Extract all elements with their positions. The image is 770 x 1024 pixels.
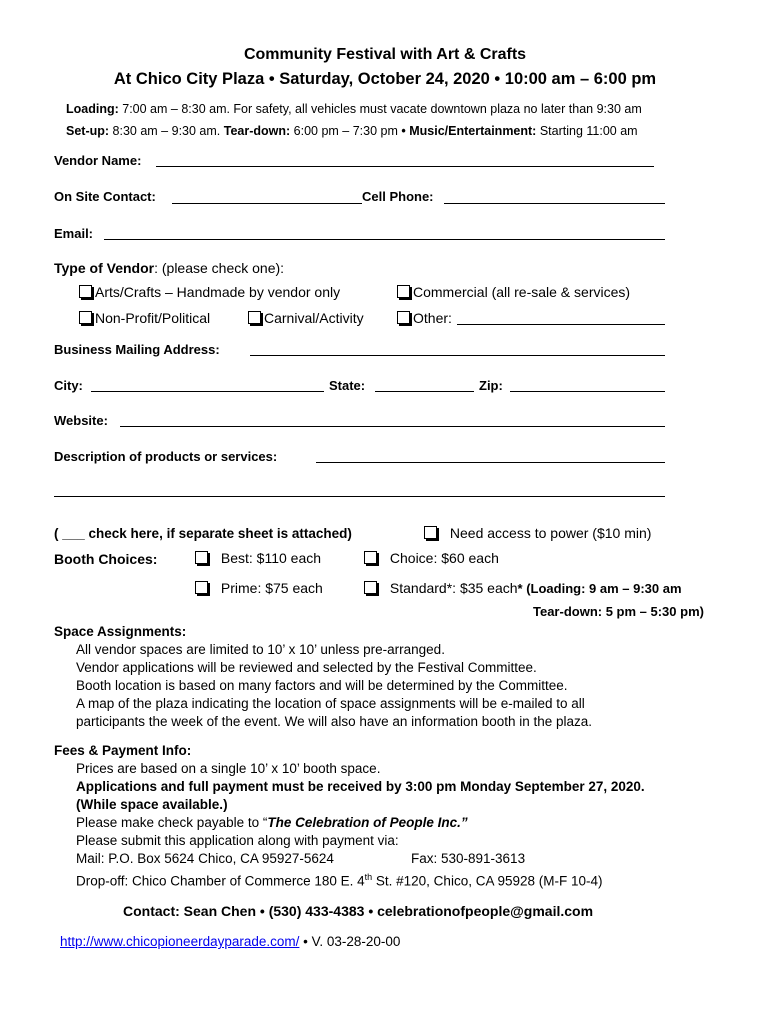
- fees-line1: Prices are based on a single 10’ x 10’ booth space.: [76, 761, 381, 776]
- vendor-type-other-field[interactable]: [457, 324, 665, 325]
- zip-label: Zip:: [479, 378, 503, 393]
- booth-standard-label: Standard*: $35 each: [389, 580, 518, 596]
- teardown-text: 6:00 pm – 7:30 pm: [293, 124, 398, 138]
- zip-field[interactable]: [510, 391, 665, 392]
- checkbox-icon[interactable]: [79, 285, 92, 298]
- loading-text: 7:00 am – 8:30 am. For safety, all vehicles must vacate downtown plaza no later than 9:30 am: [122, 102, 642, 116]
- fees-mail: Mail: P.O. Box 5624 Chico, CA 95927-5624: [76, 851, 334, 866]
- description-field[interactable]: [316, 462, 665, 463]
- fees-heading: Fees & Payment Info:: [54, 743, 192, 758]
- checkbox-icon[interactable]: [79, 311, 92, 324]
- music-text: Starting 11:00 am: [539, 124, 638, 138]
- checkbox-icon[interactable]: [364, 551, 377, 564]
- vendor-name-label: Vendor Name:: [54, 153, 142, 168]
- footer-line: [60, 934, 400, 949]
- setup-line: [66, 124, 638, 138]
- vendor-type-commercial-label: Commercial (all re-sale & services): [413, 284, 631, 300]
- music-label: Music/Entertainment:: [409, 124, 537, 138]
- booth-prime-label: Prime: $75 each: [220, 580, 323, 596]
- checkbox-icon[interactable]: [195, 581, 208, 594]
- space-line: Vendor applications will be reviewed and selected by the Festival Committee.: [76, 660, 537, 675]
- booth-prime[interactable]: [195, 580, 323, 596]
- booth-choice[interactable]: [364, 550, 499, 566]
- fees-submit: Please submit this application along with payment via:: [76, 833, 399, 848]
- fees-payable-name: The Celebration of People Inc.”: [267, 815, 468, 830]
- space-line: A map of the plaza indicating the location of space assignments will be e-mailed to all: [76, 696, 585, 711]
- fees-dropoff: [76, 868, 603, 891]
- vendor-type-other[interactable]: [397, 310, 452, 326]
- website-link[interactable]: http://www.chicopioneerdayparade.com/: [60, 934, 300, 949]
- separate-sheet-note: ( ___ check here, if separate sheet is attached): [54, 526, 352, 541]
- vendor-type-label: Type of Vendor: [54, 260, 155, 276]
- space-line: participants the week of the event. We will also have an information booth in the plaza.: [76, 714, 593, 729]
- fees-deadline: Applications and full payment must be received by 3:00 pm Monday September 27, 2020.: [76, 779, 645, 794]
- checkbox-icon[interactable]: [364, 581, 377, 594]
- fees-availability: (While space available.): [76, 797, 228, 812]
- setup-text: 8:30 am – 9:30 am.: [112, 124, 221, 138]
- email-field[interactable]: [104, 239, 665, 240]
- bullet: •: [401, 124, 406, 138]
- description-label: Description of products or services:: [54, 449, 278, 464]
- booth-choice-label: Choice: $60 each: [389, 550, 499, 566]
- space-line: Booth location is based on many factors and will be determined by the Committee.: [76, 678, 568, 693]
- checkbox-icon[interactable]: [397, 311, 410, 324]
- checkbox-icon[interactable]: [248, 311, 261, 324]
- state-label: State:: [329, 378, 366, 393]
- space-line: All vendor spaces are limited to 10’ x 10’ unless pre-arranged.: [76, 642, 445, 657]
- checkbox-icon[interactable]: [397, 285, 410, 298]
- booth-choices-label: Booth Choices:: [54, 551, 158, 567]
- vendor-type-heading: [54, 260, 284, 276]
- booth-standard[interactable]: [364, 580, 682, 596]
- onsite-contact-field[interactable]: [172, 203, 362, 204]
- onsite-contact-label: On Site Contact:: [54, 189, 156, 204]
- mailing-address-field[interactable]: [250, 355, 665, 356]
- fees-payable-prefix: Please make check payable to “: [76, 815, 268, 830]
- fees-dropoff-b: St. #120, Chico, CA 95928 (M-F 10-4): [372, 873, 603, 889]
- contact-line: Contact: Sean Chen • (530) 433-4383 • celebrationofpeople@gmail.com: [123, 903, 594, 919]
- mailing-address-label: Business Mailing Address:: [54, 342, 220, 357]
- fees-dropoff-sup: th: [364, 872, 373, 882]
- booth-best[interactable]: [195, 550, 321, 566]
- description-field-line2[interactable]: [54, 496, 665, 497]
- vendor-type-hint: : (please check one):: [154, 260, 285, 276]
- website-label: Website:: [54, 413, 108, 428]
- space-heading: Space Assignments:: [54, 624, 187, 639]
- vendor-type-other-label: Other:: [413, 310, 452, 326]
- city-field[interactable]: [91, 391, 324, 392]
- booth-teardown-note: Tear-down: 5 pm – 5:30 pm): [533, 604, 704, 619]
- booth-standard-note: * (Loading: 9 am – 9:30 am: [517, 581, 682, 596]
- setup-label: Set-up:: [66, 124, 110, 138]
- checkbox-icon[interactable]: [424, 526, 437, 539]
- cell-phone-label: Cell Phone:: [362, 189, 434, 204]
- fees-payable: [76, 814, 468, 832]
- loading-line: [66, 102, 642, 116]
- fees-fax: Fax: 530-891-3613: [411, 851, 526, 866]
- booth-best-label: Best: $110 each: [220, 550, 322, 566]
- vendor-type-carnival[interactable]: [248, 310, 364, 326]
- state-field[interactable]: [375, 391, 474, 392]
- fees-dropoff-a: Drop-off: Chico Chamber of Commerce 180 E. 4: [76, 873, 365, 889]
- city-label: City:: [54, 378, 83, 393]
- vendor-name-field[interactable]: [156, 166, 654, 167]
- power-label: Need access to power ($10 min): [449, 525, 652, 541]
- version-text: • V. 03-28-20-00: [299, 934, 401, 949]
- vendor-type-commercial[interactable]: [397, 284, 630, 300]
- cell-phone-field[interactable]: [444, 203, 665, 204]
- power-option[interactable]: [424, 525, 651, 541]
- loading-label: Loading:: [66, 102, 119, 116]
- checkbox-icon[interactable]: [195, 551, 208, 564]
- website-field[interactable]: [120, 426, 665, 427]
- vendor-type-nonprofit[interactable]: [79, 310, 210, 326]
- teardown-label: Tear-down:: [223, 124, 291, 138]
- page-title: Community Festival with Art & Crafts: [243, 46, 527, 63]
- vendor-type-arts[interactable]: [79, 284, 340, 300]
- vendor-type-carnival-label: Carnival/Activity: [264, 310, 364, 326]
- vendor-type-nonprofit-label: Non-Profit/Political: [95, 310, 211, 326]
- page-subtitle: At Chico City Plaza • Saturday, October 24, 2020 • 10:00 am – 6:00 pm: [113, 70, 657, 88]
- email-label: Email:: [54, 226, 94, 241]
- vendor-type-arts-label: Arts/Crafts – Handmade by vendor only: [95, 284, 341, 300]
